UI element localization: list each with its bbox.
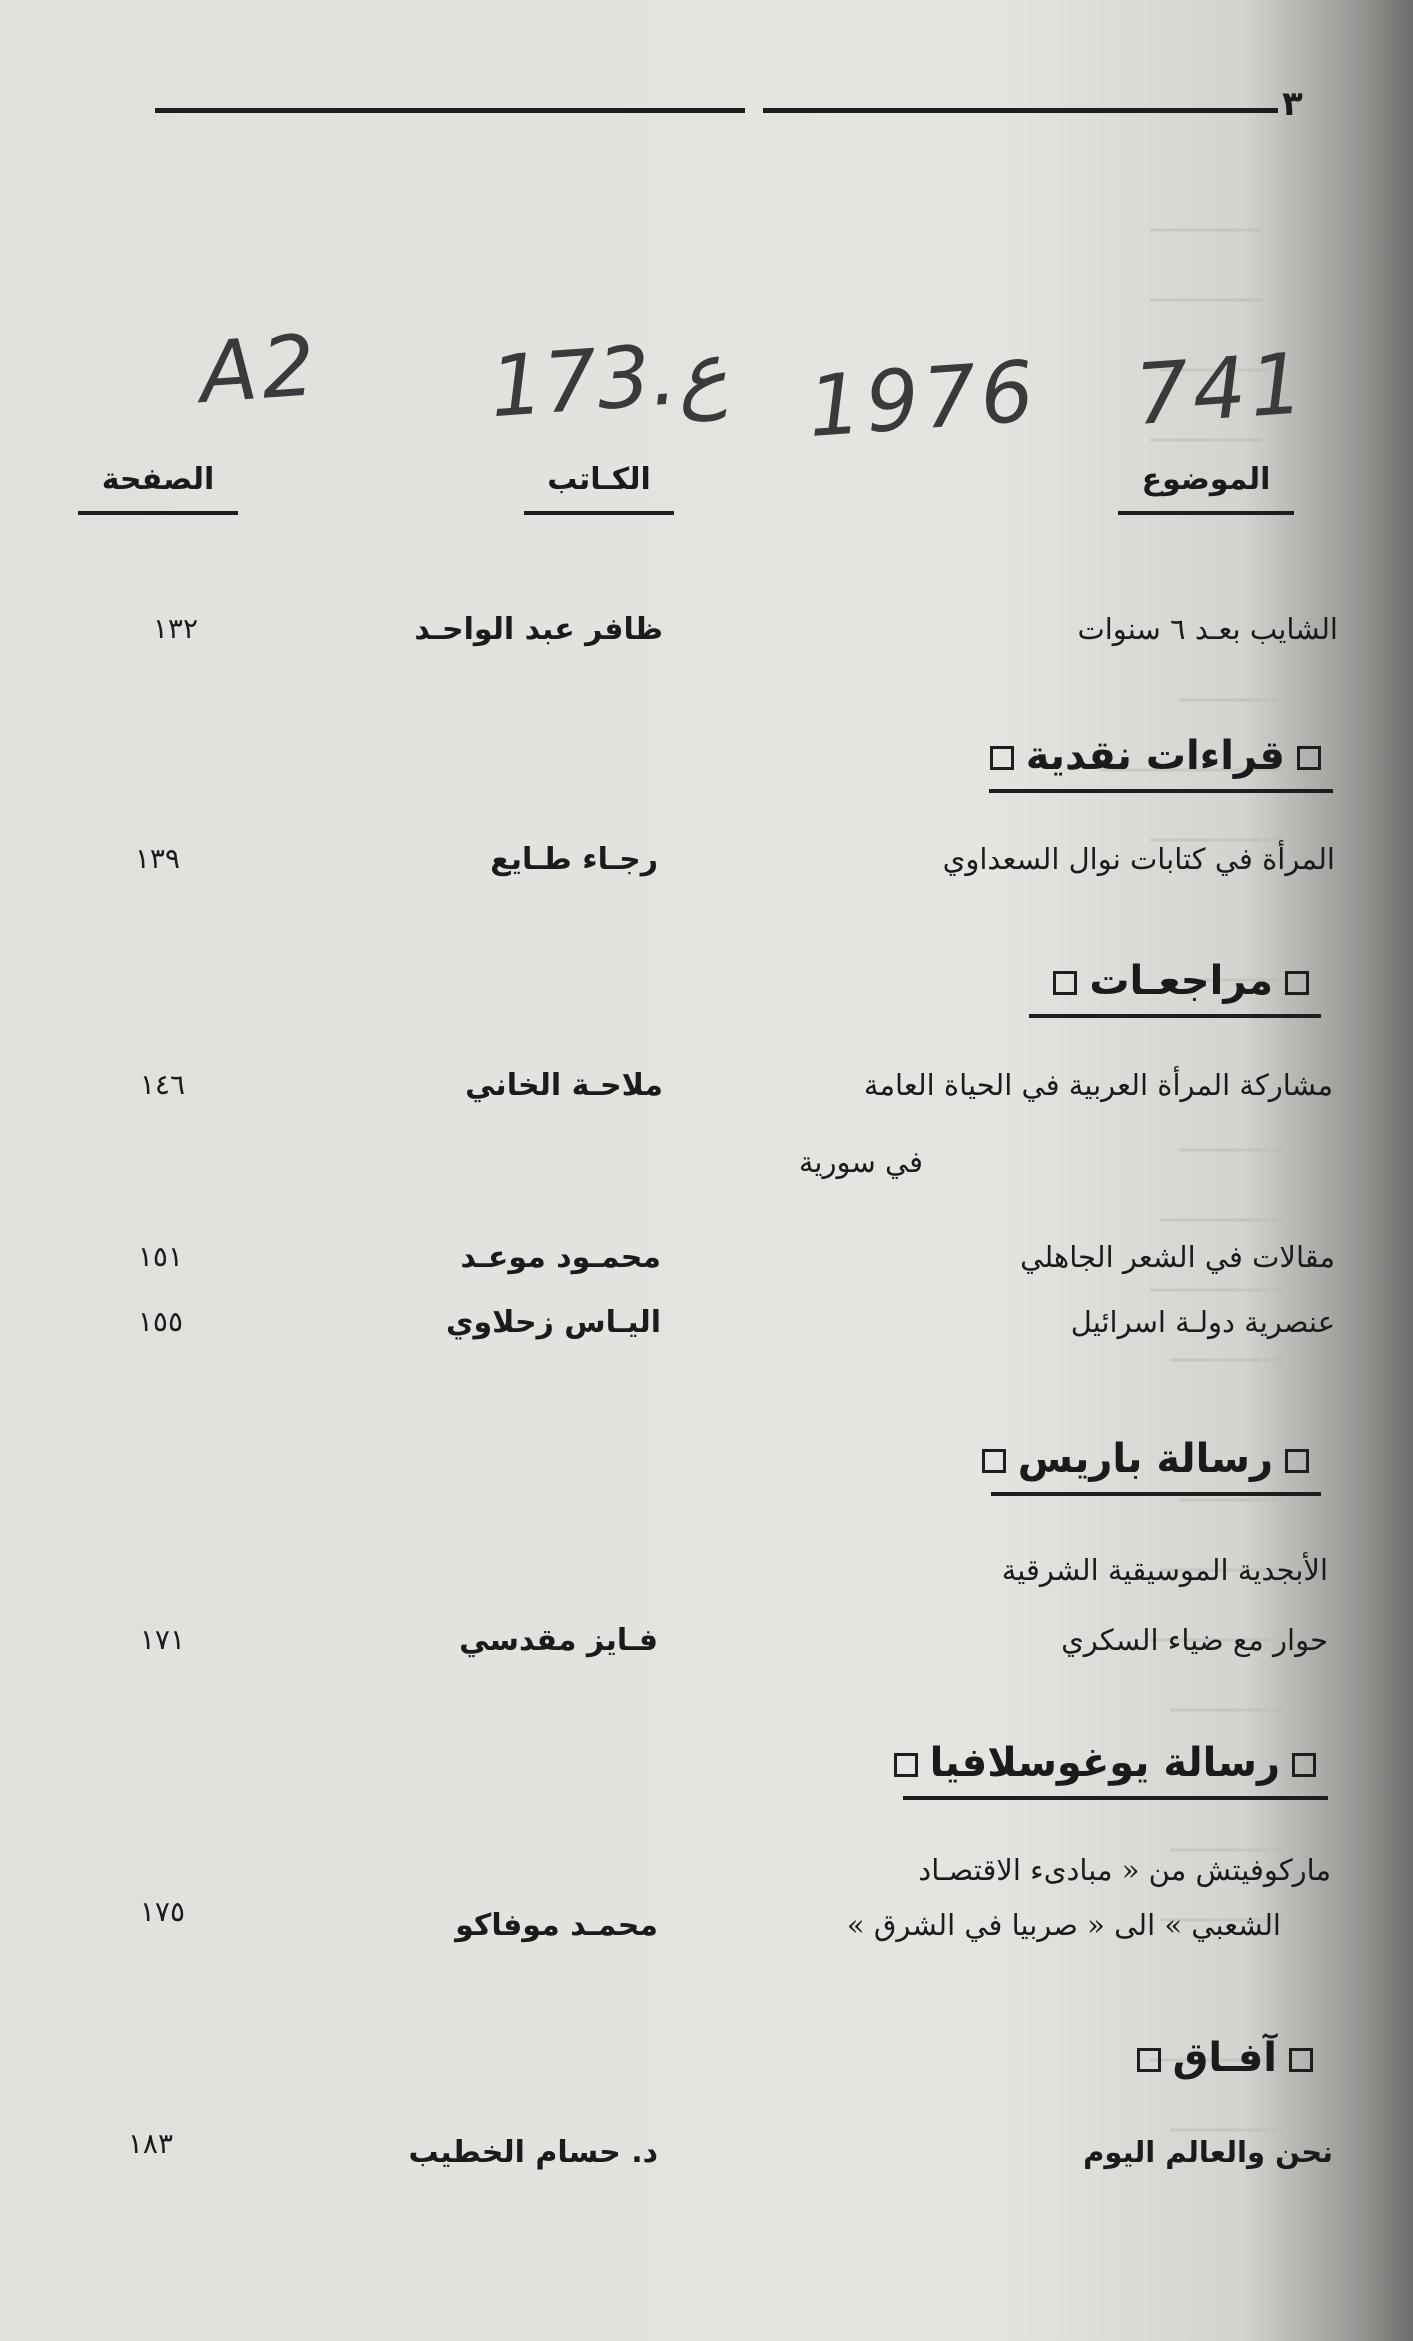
- square-bullet-icon: [1053, 971, 1077, 995]
- square-bullet-icon: [1285, 971, 1309, 995]
- section-heading-label: آفـاق: [1172, 2035, 1277, 2081]
- section-heading-label: مراجعـات: [1089, 958, 1273, 1004]
- entry-page: ١٥١: [137, 1240, 183, 1273]
- square-bullet-icon: [1292, 1753, 1316, 1777]
- entry-page: ١٣٩: [134, 842, 180, 875]
- entry-title: عنصرية دولـة اسرائيل: [1070, 1305, 1335, 1339]
- section-underline: [989, 789, 1333, 793]
- entry-title: ماركوفيتش من « مبادىء الاقتصـاد: [918, 1853, 1331, 1887]
- column-header-author: [524, 462, 674, 515]
- square-bullet-icon: [1297, 746, 1321, 770]
- entry-title: الشايب بعـد ٦ سنوات: [1077, 612, 1338, 646]
- section-underline: [1029, 1014, 1321, 1018]
- entry-page: ١٥٥: [137, 1305, 183, 1338]
- entry-title-continued: في سورية: [798, 1145, 923, 1179]
- entry-title: المرأة في كتابات نوال السعداوي: [942, 842, 1335, 876]
- section-heading-label: رسالة باريس: [1017, 1436, 1273, 1482]
- entry-page: ١٧٥: [139, 1895, 185, 1928]
- page-number: ٣: [1282, 84, 1303, 124]
- handwritten-note: 1976: [804, 342, 1041, 456]
- entry-page: ١٧١: [139, 1623, 185, 1656]
- entry-author: محمـود موعـد: [460, 1240, 661, 1275]
- square-bullet-icon: [1285, 1449, 1309, 1473]
- entry-page: ١٣٢: [152, 612, 198, 645]
- header-underline: [524, 511, 674, 515]
- section-underline: [903, 1796, 1328, 1800]
- column-header-label: الموضوع: [1141, 462, 1271, 497]
- entry-title-continued: الشعبي » الى « صربيا في الشرق »: [846, 1908, 1281, 1942]
- entry-author: ملاحـة الخاني: [465, 1068, 663, 1103]
- section-heading: [991, 1436, 1321, 1496]
- entry-title: نحن والعالم اليوم: [1083, 2135, 1333, 2169]
- section-heading-label: قراءات نقدية: [1025, 733, 1285, 779]
- square-bullet-icon: [1289, 2048, 1313, 2072]
- entry-title: الأبجدية الموسيقية الشرقية: [1001, 1553, 1328, 1587]
- entry-author: فـايز مقدسي: [459, 1623, 658, 1658]
- header-underline: [1118, 511, 1294, 515]
- entry-page: ١٤٦: [139, 1068, 185, 1101]
- column-header-label: الصفحة: [101, 462, 215, 497]
- section-heading-label: رسالة يوغوسلافيا: [929, 1740, 1280, 1786]
- entry-title: مقالات في الشعر الجاهلي: [1020, 1240, 1335, 1274]
- section-heading: [1029, 958, 1321, 1018]
- entry-title-continued: حوار مع ضياء السكري: [1061, 1623, 1328, 1657]
- header-rule-left: [155, 108, 745, 113]
- square-bullet-icon: [982, 1449, 1006, 1473]
- section-heading: [989, 733, 1333, 793]
- column-header-label: الكـاتب: [547, 462, 651, 497]
- section-heading: [1145, 2035, 1325, 2081]
- square-bullet-icon: [990, 746, 1014, 770]
- entry-page: ١٨٣: [127, 2127, 173, 2160]
- entry-author: ظافر عبد الواحـد: [414, 612, 663, 647]
- column-header-topic: [1118, 462, 1294, 515]
- entry-title: مشاركة المرأة العربية في الحياة العامة: [863, 1068, 1333, 1102]
- section-heading: [903, 1740, 1328, 1800]
- square-bullet-icon: [1137, 2048, 1161, 2072]
- header-rule-right: [763, 108, 1278, 113]
- handwritten-note: 741: [1131, 334, 1311, 444]
- square-bullet-icon: [894, 1753, 918, 1777]
- column-header-page: [78, 462, 238, 515]
- section-underline: [991, 1492, 1321, 1496]
- handwritten-note: 173.ع: [486, 321, 731, 437]
- entry-author: د. حسام الخطيب: [408, 2135, 658, 2170]
- entry-author: رجـاء طـايع: [490, 842, 658, 877]
- header-underline: [78, 511, 238, 515]
- entry-author: اليـاس زحلاوي: [446, 1305, 661, 1340]
- entry-author: محمـد موفاكو: [455, 1908, 658, 1943]
- handwritten-note: A2: [196, 315, 323, 423]
